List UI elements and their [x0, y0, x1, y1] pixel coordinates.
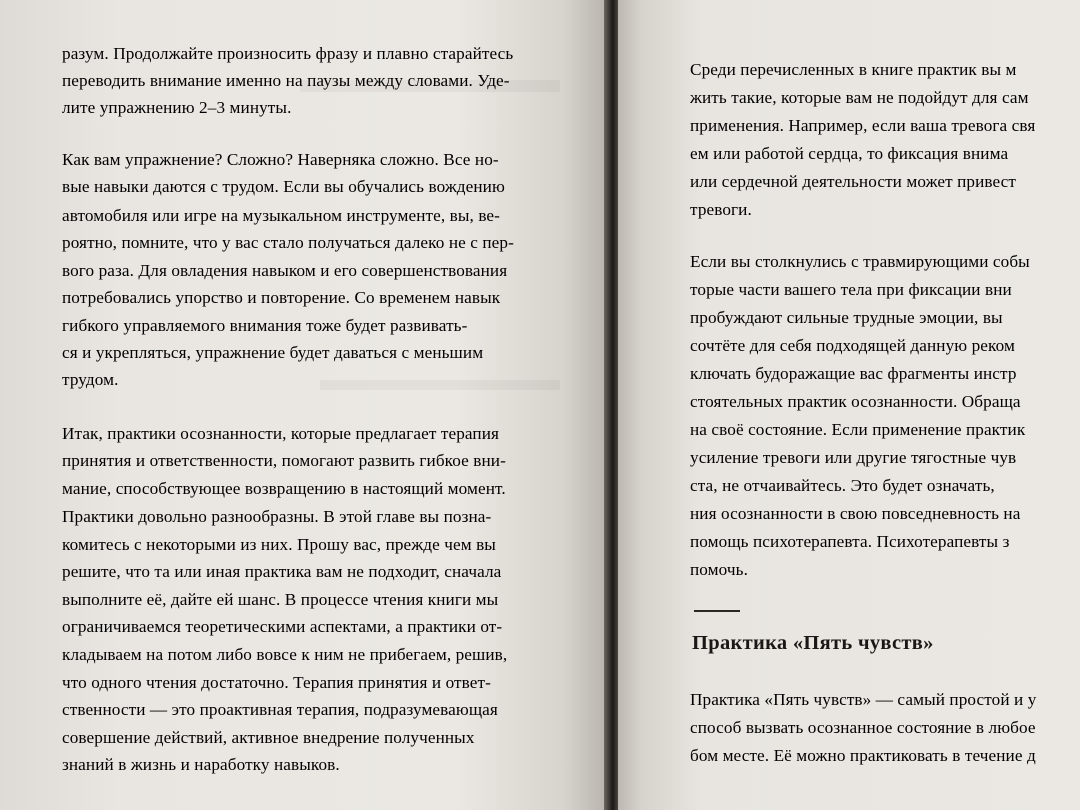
text-line: мание, способствующее возвращению в настоящий момент.: [62, 479, 506, 498]
text-line: ста, не отчаивайтесь. Это будет означать,: [690, 476, 995, 495]
text-line: тревоги.: [690, 200, 752, 219]
text-line: лите упражнению 2–3 минуты.: [62, 98, 292, 117]
text-line: или сердечной деятельности может привест: [690, 172, 1016, 191]
text-line: Как вам упражнение? Сложно? Наверняка сложно. Все но-: [62, 150, 499, 169]
text-line: разум. Продолжайте произносить фразу и плавно старайтесь: [62, 44, 514, 63]
text-line: что одного чтения достаточно. Терапия принятия и ответ-: [62, 673, 491, 692]
text-line: Практики довольно разнообразны. В этой главе вы позна-: [62, 507, 492, 526]
text-line: трудом.: [62, 370, 119, 389]
text-line: бом месте. Её можно практиковать в течение д: [690, 746, 1036, 765]
text-line: ся и укрепляться, упражнение будет даваться с меньшим: [62, 343, 484, 362]
text-line: роятно, помните, что у вас стало получаться далеко не с пер-: [62, 233, 514, 252]
text-line: выполните её, дайте ей шанс. В процессе чтения книги мы: [62, 590, 499, 609]
text-line: Практика «Пять чувств» — самый простой и у: [690, 690, 1037, 709]
text-line: применения. Например, если ваша тревога свя: [690, 116, 1036, 135]
text-line: вые навыки даются с трудом. Если вы обучались вождению: [62, 177, 505, 196]
text-line: ственности — это проактивная терапия, подразумевающая: [62, 700, 498, 719]
text-line: стоятельных практик осознанности. Обраща: [690, 392, 1021, 411]
text-line: жить такие, которые вам не подойдут для сам: [690, 88, 1029, 107]
text-line: ограничиваемся теоретическими аспектами, а практики от-: [62, 617, 503, 636]
heading-rule: [694, 610, 740, 612]
text-line: кладываем на потом либо вовсе к ним не прибегаем, решив,: [62, 645, 508, 664]
section-heading: Практика «Пять чувств»: [692, 632, 934, 654]
text-line: Среди перечисленных в книге практик вы м: [690, 60, 1017, 79]
text-line: помощь психотерапевта. Психотерапевты з: [690, 532, 1010, 551]
text-line: вого раза. Для овладения навыком и его совершенствования: [62, 261, 508, 280]
text-line: гибкого управляемого внимания тоже будет развивать-: [62, 316, 468, 335]
text-line: потребовались упорство и повторение. Со временем навык: [62, 288, 501, 307]
text-line: ем или работой сердца, то фиксация внима: [690, 144, 1009, 163]
text-line: Итак, практики осознанности, которые предлагает терапия: [62, 424, 499, 443]
text-line: переводить внимание именно на паузы между словами. Уде-: [62, 71, 510, 90]
text-line: совершение действий, активное внедрение полученных: [62, 728, 475, 747]
text-line: знаний в жизнь и наработку навыков.: [62, 755, 340, 774]
text-line: автомобиля или игре на музыкальном инструменте, вы, ве-: [62, 206, 500, 225]
text-line: ключать будоражащие вас фрагменты инстр: [690, 364, 1017, 383]
text-line: принятия и ответственности, помогают развить гибкое вни-: [62, 451, 506, 470]
text-line: способ вызвать осознанное состояние в любое: [690, 718, 1036, 737]
text-line: пробуждают сильные трудные эмоции, вы: [690, 308, 1003, 327]
text-line: ния осознанности в свою повседневность на: [690, 504, 1021, 523]
text-line: помочь.: [690, 560, 748, 579]
text-line: торые части вашего тела при фиксации вни: [690, 280, 1012, 299]
text-line: на своё состояние. Если применение практик: [690, 420, 1026, 439]
text-line: сочтёте для себя подходящей данную реком: [690, 336, 1015, 355]
text-line: комитесь с некоторыми из них. Прошу вас, прежде чем вы: [62, 535, 496, 554]
text-line: усиление тревоги или другие тягостные чув: [690, 448, 1017, 467]
text-line: решите, что та или иная практика вам не подходит, сначала: [62, 562, 502, 581]
text-line: Если вы столкнулись с травмирующими собы: [690, 252, 1030, 271]
